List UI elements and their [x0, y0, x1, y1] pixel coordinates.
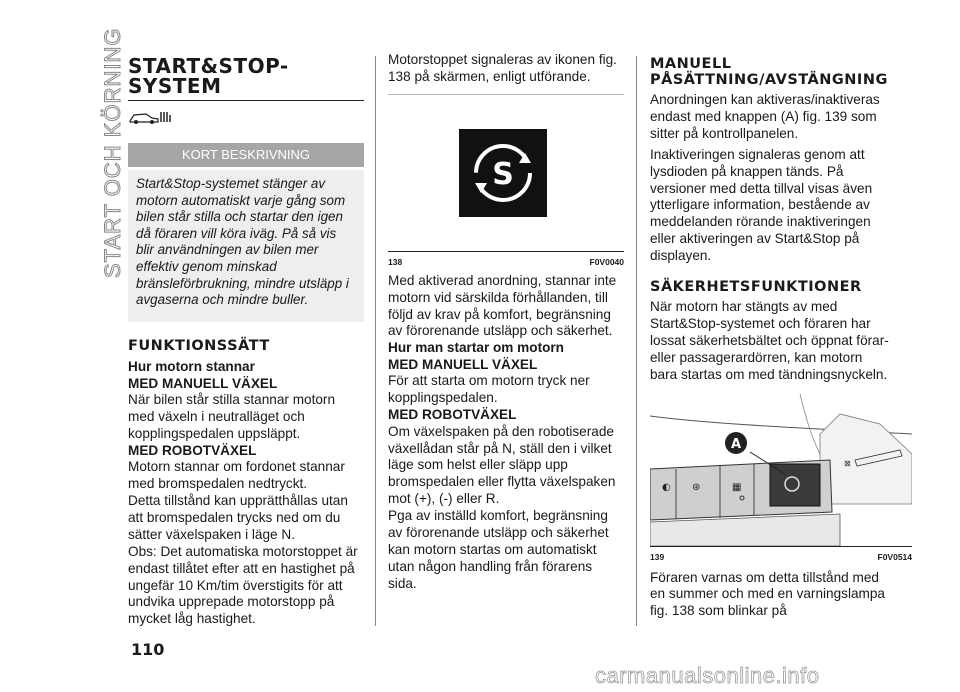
manual-gear-heading: MED MANUELL VÄXEL	[128, 375, 278, 391]
short-description-banner: KORT BESKRIVNING	[128, 143, 364, 167]
figure-caption	[650, 546, 912, 566]
svg-text:⊠: ⊠	[844, 458, 851, 468]
column-3	[650, 56, 912, 620]
figure-number: 139	[650, 551, 665, 562]
svg-text:⊛: ⊛	[692, 481, 701, 493]
restart-heading: Hur man startar om motorn	[388, 340, 564, 356]
robot-gear-heading: MED ROBOTVÄXEL	[128, 442, 257, 458]
chapter-label: START OCH KÖRNING	[100, 27, 125, 278]
paragraph: Obs: Det automatiska motorstoppet är endast tillåtet efter att en hastighet på ungefär 10 Km/tim överstigits för att undvika upprepade motorstopp på mycket låg hastighet.	[128, 543, 358, 627]
manual-switching-heading: MANUELL PÅSÄTTNING/AVSTÄNGNING	[650, 56, 888, 88]
figure-number: 138	[388, 256, 403, 267]
figure-138	[388, 95, 624, 251]
paragraph: För att starta om motorn tryck ner kopplingspedalen.	[388, 373, 590, 406]
summary-box: Start&Stop-systemet stänger av motorn automatiskt varje gång som bilen står stilla och startar den igen då föraren vill köra iväg. På så vis blir användningen av bilen mer effektiv genom minskad bränsleförbrukning, mindre utsläpp i avgaserna och mindre buller.	[128, 170, 364, 322]
paragraph: Om växelspaken på den robotiserade växellådan står på N, ställ den i vilket läge som helst eller släpp upp bromspedalen eller flytta växelspaken mot (+), (-) eller R.	[388, 423, 616, 507]
figure-caption	[388, 251, 624, 271]
column-1	[128, 56, 364, 628]
title-rule	[128, 100, 364, 101]
column-divider	[375, 56, 376, 626]
safety-functions-heading: SÄKERHETSFUNKTIONER	[650, 279, 862, 296]
paragraph: När bilen står stilla stannar motorn med växeln i neutralläget och kopplingspedalen uppsläppt.	[128, 392, 336, 441]
paragraph: Med aktiverad anordning, stannar inte motorn vid särskilda förhållanden, till följd av krav på komfort, begränsning av förorenande utsläpp och säkerhet.	[388, 272, 617, 339]
figure-code: F0V0040	[589, 256, 624, 267]
paragraph: Motorstoppet signaleras av ikonen fig. 138 på skärmen, enligt utförande.	[388, 52, 617, 84]
paragraph: Föraren varnas om detta tillstånd med en summer och med en varningslampa fig. 138 som blinkar på	[650, 569, 885, 619]
svg-text:S: S	[492, 156, 514, 192]
watermark-link[interactable]: carmanualsonline.info	[595, 663, 820, 688]
how-engine-stops-heading: Hur motorn stannar	[128, 359, 255, 374]
robot-gear-heading: MED ROBOTVÄXEL	[388, 407, 517, 423]
column-divider	[636, 56, 637, 626]
paragraph: Motorn stannar om fordonet stannar med bromspedalen nedtryckt.	[128, 459, 345, 492]
functions-heading: FUNKTIONSSÄTT	[128, 338, 270, 354]
paragraph: Anordningen kan aktiveras/inaktiveras endast med knappen (A) fig. 139 som sitter på kontrollpanelen.	[650, 92, 880, 141]
svg-text:▦: ▦	[732, 481, 742, 493]
svg-text:◐: ◐	[662, 481, 671, 493]
column-2	[388, 52, 624, 593]
paragraph: Pga av inställd komfort, begränsning av förorenande utsläpp och säkerhet kan motorn startas om automatiskt utan någon handling från förarens sida.	[388, 508, 609, 591]
paragraph: Detta tillstånd kan upprätthållas utan att bromspedalen trycks ned om du sätter växelspaken i läge N.	[128, 493, 348, 542]
start-stop-s-icon	[459, 129, 547, 217]
figure-code: F0V0514	[877, 551, 912, 562]
section-title-text: START&STOP-SYSTEM	[128, 54, 289, 98]
paragraph: Inaktiveringen signaleras genom att lysdioden på knappen tänds. På versioner med detta tillval visas även ytterligare information, bestående av meddelanden rörande inaktiveringen eller aktiveringen av Start&Stop på displayen.	[650, 146, 873, 264]
manual-gear-heading: MED MANUELL VÄXEL	[388, 356, 538, 372]
side-chapter-tab	[78, 27, 125, 278]
section-title	[128, 56, 298, 96]
paragraph: När motorn har stängts av med Start&Stop-systemet och föraren har lossat säkerhetsbältet och öppnat förar- eller passagerardörren, kan motorn bara startas om med tändningsnyckeln.	[650, 299, 889, 382]
page-number: 110	[131, 640, 165, 659]
callout-a-label: A	[730, 436, 742, 452]
car-stop-icon	[128, 109, 364, 127]
figure-139	[650, 394, 912, 546]
